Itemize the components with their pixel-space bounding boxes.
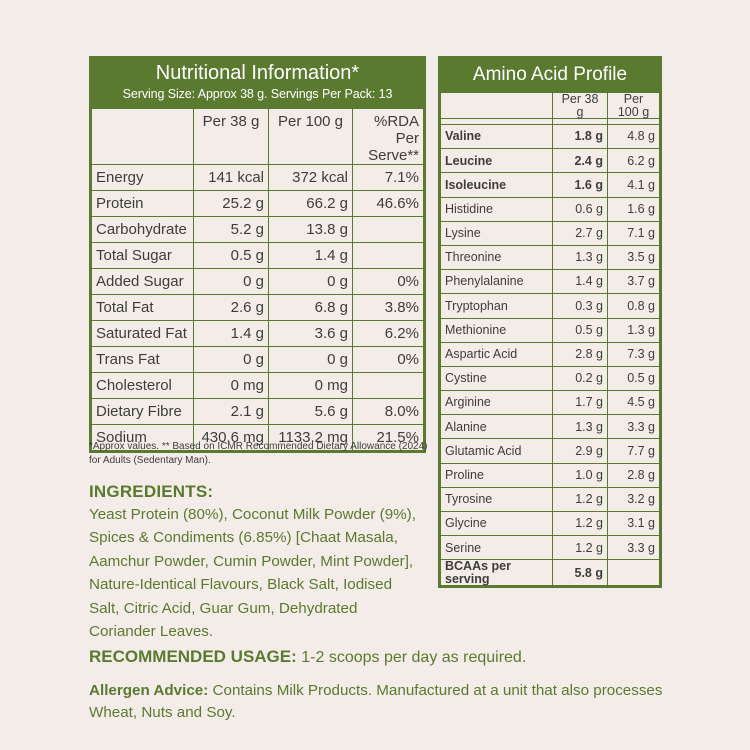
nutrient-per100: 0 g: [269, 347, 353, 373]
nutrient-per38: 0 g: [194, 347, 269, 373]
bcaa-row: [441, 560, 660, 586]
amino-row: [441, 294, 660, 318]
amino-per38: 1.2 g: [553, 487, 608, 511]
amino-row: [441, 366, 660, 390]
nutrient-per100: 6.8 g: [269, 295, 353, 321]
nutrient-rda: [353, 373, 424, 399]
amino-header-blank: [441, 93, 553, 119]
amino-per100: 4.5 g: [608, 391, 660, 415]
amino-row: [441, 536, 660, 560]
nutrient-name: Trans Fat: [92, 347, 194, 373]
nutrient-per100: 13.8 g: [269, 217, 353, 243]
nutrient-per38: 2.6 g: [194, 295, 269, 321]
ingredients-title: INGREDIENTS:: [89, 482, 214, 501]
amino-per38: 1.8 g: [553, 125, 608, 149]
amino-name: Aspartic Acid: [441, 342, 553, 366]
nutrition-row: [92, 347, 424, 373]
nutrient-name: Sodium: [92, 425, 194, 451]
nutrient-per38: 430.6 mg: [194, 425, 269, 451]
amino-name: Threonine: [441, 245, 553, 269]
amino-name: Glutamic Acid: [441, 439, 553, 463]
amino-name: Methionine: [441, 318, 553, 342]
nutrition-table: [89, 56, 426, 453]
amino-per38: 0.3 g: [553, 294, 608, 318]
amino-row: [441, 512, 660, 536]
amino-per38: 1.7 g: [553, 391, 608, 415]
nutrient-name: Carbohydrate: [92, 217, 194, 243]
amino-name: Valine: [441, 125, 553, 149]
header-per100: Per 100 g: [269, 109, 353, 165]
nutrition-column-headers: [92, 109, 424, 165]
amino-row: [441, 487, 660, 511]
nutrient-rda: 3.8%: [353, 295, 424, 321]
nutrient-per38: 0 g: [194, 269, 269, 295]
amino-per38: 1.0 g: [553, 463, 608, 487]
allergen-advice: [89, 680, 689, 724]
nutrition-row: [92, 321, 424, 347]
amino-per100: 0.5 g: [608, 366, 660, 390]
nutrition-row: [92, 373, 424, 399]
nutrient-per100: 66.2 g: [269, 191, 353, 217]
amino-name: Leucine: [441, 149, 553, 173]
amino-row: [441, 463, 660, 487]
amino-per38: 1.2 g: [553, 536, 608, 560]
nutrient-rda: 6.2%: [353, 321, 424, 347]
nutrient-name: Total Fat: [92, 295, 194, 321]
nutrient-name: Total Sugar: [92, 243, 194, 269]
nutrition-row: [92, 295, 424, 321]
nutrition-row: [92, 399, 424, 425]
amino-per100: 3.3 g: [608, 415, 660, 439]
nutrient-per100: 372 kcal: [269, 165, 353, 191]
amino-name: Tyrosine: [441, 487, 553, 511]
nutrition-title: Nutritional Information*: [155, 62, 360, 84]
amino-name: Arginine: [441, 391, 553, 415]
amino-per100: 3.1 g: [608, 512, 660, 536]
nutrient-name: Dietary Fibre: [92, 399, 194, 425]
header-per38: Per 38 g: [194, 109, 269, 165]
nutrient-per38: 0.5 g: [194, 243, 269, 269]
nutrient-name: Protein: [92, 191, 194, 217]
amino-per100: 7.7 g: [608, 439, 660, 463]
amino-per100: 3.7 g: [608, 270, 660, 294]
nutrient-per100: 0 g: [269, 269, 353, 295]
amino-row: [441, 439, 660, 463]
nutrient-rda: 21.5%: [353, 425, 424, 451]
amino-per38: 2.4 g: [553, 149, 608, 173]
amino-row: [441, 342, 660, 366]
allergen-text: Contains Milk Products. Manufactured at a unit that also processes Wheat, Nuts and Soy.: [89, 682, 663, 721]
amino-per100: 7.3 g: [608, 342, 660, 366]
amino-row: [441, 270, 660, 294]
nutrient-rda: 8.0%: [353, 399, 424, 425]
amino-per100: 6.2 g: [608, 149, 660, 173]
nutrient-name: Added Sugar: [92, 269, 194, 295]
amino-per100: 3.2 g: [608, 487, 660, 511]
nutrition-header: [91, 58, 424, 108]
nutrition-row: [92, 165, 424, 191]
amino-row: [441, 415, 660, 439]
nutrient-per38: 2.1 g: [194, 399, 269, 425]
nutrient-per38: 5.2 g: [194, 217, 269, 243]
nutrient-rda: 0%: [353, 347, 424, 373]
amino-name: Proline: [441, 463, 553, 487]
amino-per100: 1.3 g: [608, 318, 660, 342]
nutrition-row: [92, 243, 424, 269]
nutrient-rda: [353, 217, 424, 243]
amino-row: [441, 149, 660, 173]
nutrition-row: [92, 191, 424, 217]
amino-name: Lysine: [441, 221, 553, 245]
usage-text: 1-2 scoops per day as required.: [301, 649, 527, 666]
nutrient-per100: 1133.2 mg: [269, 425, 353, 451]
amino-per38: 1.3 g: [553, 415, 608, 439]
ingredients-text: Yeast Protein (80%), Coconut Milk Powder (9%), Spices & Condiments (6.85%) [Chaat Masala, Aamchur Powder, Cumin Powder, Mint Powder], Nature-Identical Flavours, Black Salt, Iodised Salt, Citric Acid, Guar Gum, Dehydrated Coriander Leaves.: [89, 506, 416, 641]
amino-table: [438, 56, 662, 588]
amino-header-per100: Per 100 g: [608, 93, 660, 119]
amino-row: [441, 391, 660, 415]
usage-label: RECOMMENDED USAGE:: [89, 647, 297, 666]
amino-name: Phenylalanine: [441, 270, 553, 294]
nutrient-per38: 1.4 g: [194, 321, 269, 347]
nutrition-row: [92, 269, 424, 295]
nutrient-per38: 0 mg: [194, 373, 269, 399]
amino-per38: 2.7 g: [553, 221, 608, 245]
nutrient-name: Energy: [92, 165, 194, 191]
amino-per100: 4.8 g: [608, 125, 660, 149]
nutrition-subtitle: Serving Size: Approx 38 g. Servings Per Pack: 13: [122, 87, 393, 101]
amino-name: Glycine: [441, 512, 553, 536]
amino-per100: 3.5 g: [608, 245, 660, 269]
amino-per38: 0.2 g: [553, 366, 608, 390]
amino-name: Histidine: [441, 197, 553, 221]
amino-per38: 1.3 g: [553, 245, 608, 269]
amino-per100: 3.3 g: [608, 536, 660, 560]
amino-row: [441, 197, 660, 221]
recommended-usage: [89, 647, 729, 667]
amino-row: [441, 125, 660, 149]
amino-per100: 1.6 g: [608, 197, 660, 221]
amino-per38: 1.2 g: [553, 512, 608, 536]
nutrition-grid: [91, 108, 424, 451]
amino-title: Amino Acid Profile: [440, 58, 660, 92]
nutrition-footnote: *Approx values. ** Based on ICMR Recommended Dietary Allowance (2024) for Adults (Sedentary Man).: [89, 441, 428, 466]
nutrient-rda: 0%: [353, 269, 424, 295]
amino-per100: 4.1 g: [608, 173, 660, 197]
nutrient-per38: 25.2 g: [194, 191, 269, 217]
amino-name: Isoleucine: [441, 173, 553, 197]
amino-column-headers: [441, 93, 660, 119]
amino-name: Cystine: [441, 366, 553, 390]
nutrient-per100: 3.6 g: [269, 321, 353, 347]
amino-row: [441, 245, 660, 269]
amino-name: Alanine: [441, 415, 553, 439]
nutrient-rda: 46.6%: [353, 191, 424, 217]
amino-per38: 0.5 g: [553, 318, 608, 342]
bcaa-value: 5.8 g: [553, 560, 608, 586]
amino-row: [441, 221, 660, 245]
header-rda: %RDA Per Serve**: [353, 109, 424, 165]
amino-per38: 1.6 g: [553, 173, 608, 197]
nutrient-per100: 1.4 g: [269, 243, 353, 269]
nutrient-rda: 7.1%: [353, 165, 424, 191]
amino-per38: 0.6 g: [553, 197, 608, 221]
amino-per100: 2.8 g: [608, 463, 660, 487]
amino-per100: 7.1 g: [608, 221, 660, 245]
header-blank: [92, 109, 194, 165]
nutrient-name: Cholesterol: [92, 373, 194, 399]
amino-name: Serine: [441, 536, 553, 560]
amino-per38: 1.4 g: [553, 270, 608, 294]
nutrient-per100: 0 mg: [269, 373, 353, 399]
bcaa-label: BCAAs per serving: [441, 560, 553, 586]
amino-per38: 2.8 g: [553, 342, 608, 366]
amino-grid: [440, 92, 660, 586]
nutrient-name: Saturated Fat: [92, 321, 194, 347]
amino-per38: 2.9 g: [553, 439, 608, 463]
amino-header-per38: Per 38 g: [553, 93, 608, 119]
nutrient-per38: 141 kcal: [194, 165, 269, 191]
bcaa-empty: [608, 560, 660, 586]
amino-name: Tryptophan: [441, 294, 553, 318]
nutrient-rda: [353, 243, 424, 269]
amino-per100: 0.8 g: [608, 294, 660, 318]
nutrition-row: [92, 217, 424, 243]
amino-row: [441, 173, 660, 197]
nutrient-per100: 5.6 g: [269, 399, 353, 425]
allergen-label: Allergen Advice:: [89, 682, 209, 699]
amino-row: [441, 318, 660, 342]
